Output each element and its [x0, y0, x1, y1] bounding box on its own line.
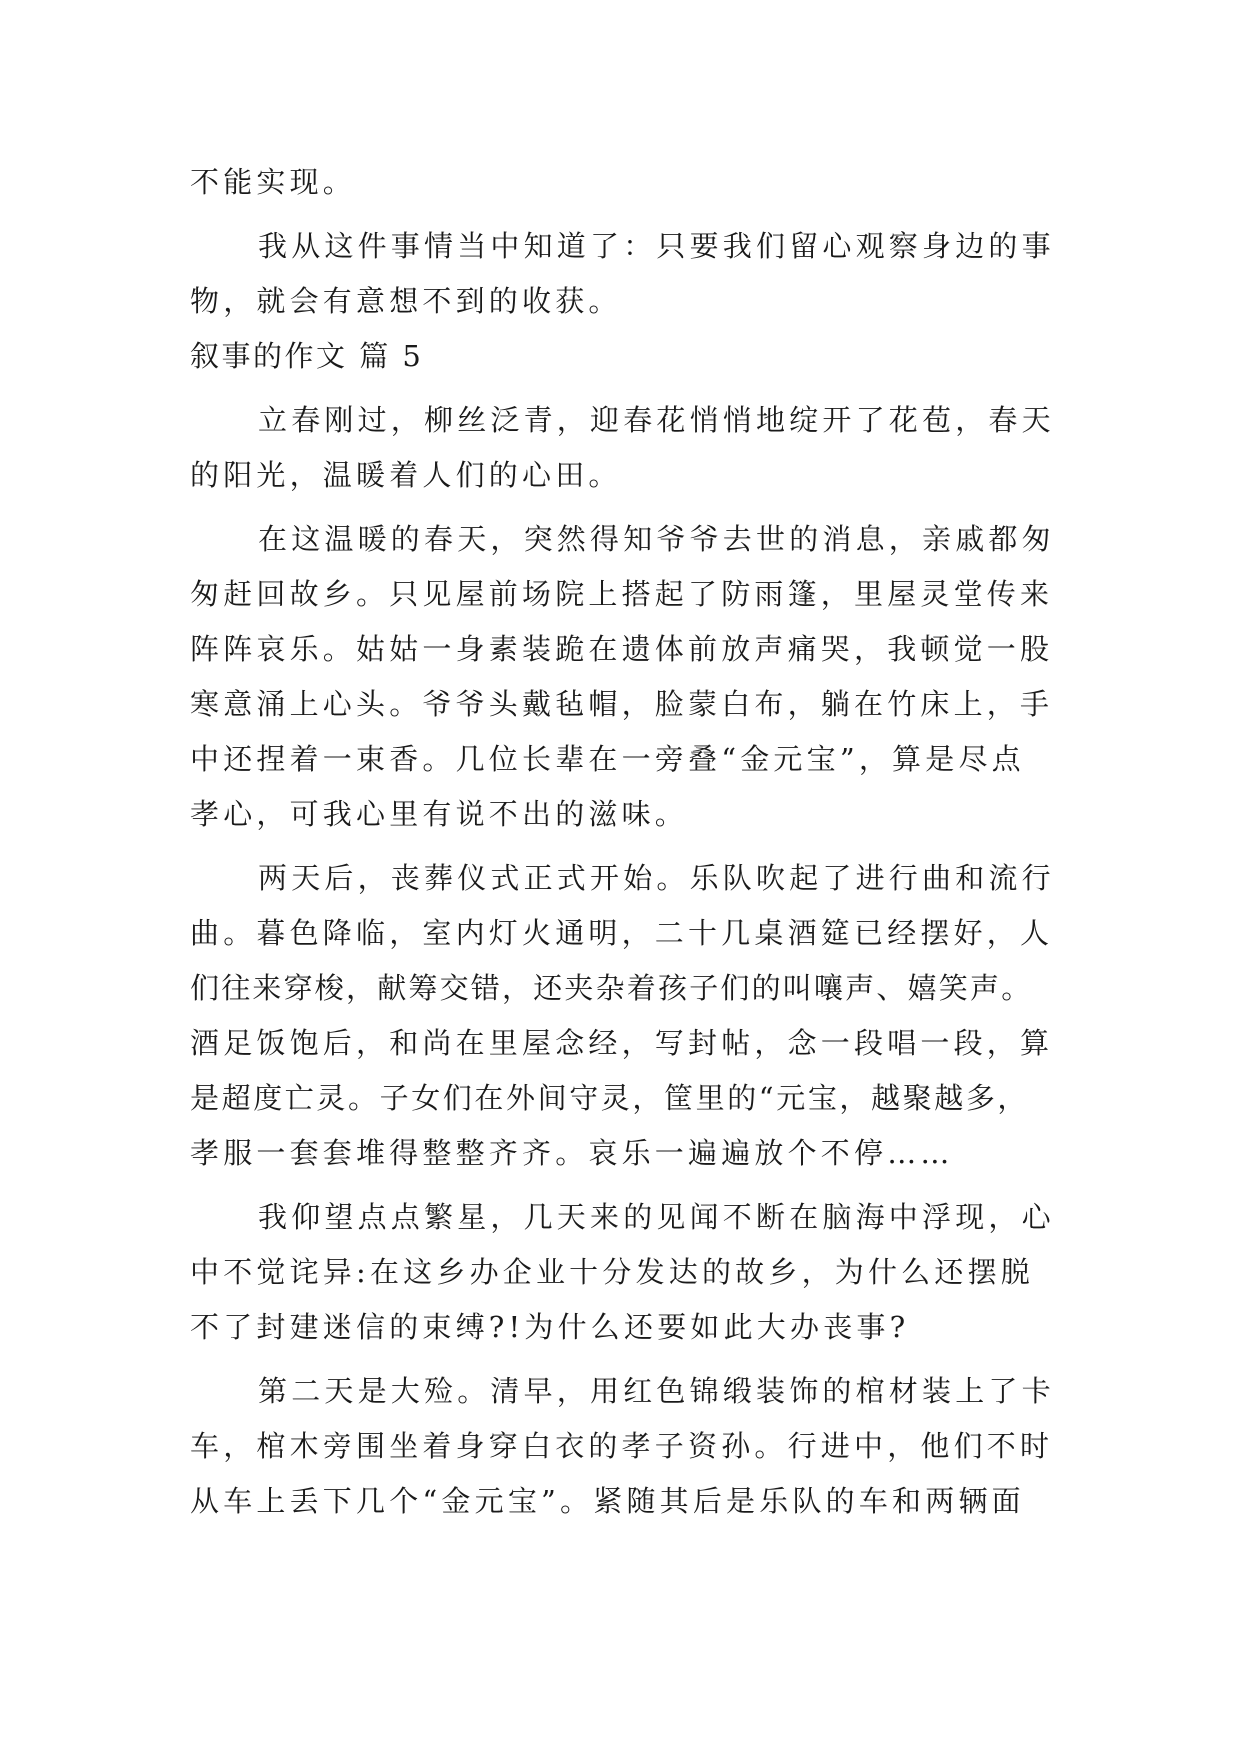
article-body: [190, 155, 1056, 1529]
paragraph-line: 从车上丢下几个“金元宝”。紧随其后是乐队的车和两辆面: [190, 1484, 1025, 1518]
paragraph-line: 我从这件事情当中知道了：只要我们留心观察身边的事: [258, 229, 1055, 263]
paragraph-line: 孝心，可我心里有说不出的滋味。: [190, 797, 689, 831]
paragraph-line: 两天后，丧葬仪式正式开始。乐队吹起了进行曲和流行: [258, 861, 1055, 895]
paragraph-line: 匆赶回故乡。只见屋前场院上搭起了防雨篷，里屋灵堂传来: [190, 577, 1054, 611]
paragraph-line: 孝服一套套堆得整整齐齐。哀乐一遍遍放个不停……: [190, 1136, 954, 1170]
paragraph-line: 在这温暖的春天，突然得知爷爷去世的消息，亲戚都匆: [258, 522, 1055, 556]
paragraph-line: 不了封建迷信的束缚?!为什么还要如此大办丧事?: [190, 1310, 910, 1344]
paragraph-line: 是超度亡灵。子女们在外间守灵，筐里的“元宝，越聚越多，: [190, 1081, 1030, 1115]
paragraph-line: 中不觉诧异:在这乡办企业十分发达的故乡，为什么还摆脱: [190, 1255, 1034, 1289]
paragraph-line: 的阳光，温暖着人们的心田。: [190, 458, 622, 492]
paragraph-line: 我仰望点点繁星，几天来的见闻不断在脑海中浮现，心: [258, 1200, 1055, 1234]
paragraph-line: 不能实现。: [190, 165, 357, 199]
paragraph-line: 曲。暮色降临，室内灯火通明，二十几桌酒筵已经摆好，人: [190, 916, 1054, 950]
paragraph-line: 物，就会有意想不到的收获。: [190, 284, 622, 318]
paragraph-line: 阵阵哀乐。姑姑一身素装跪在遗体前放声痛哭，我顿觉一股: [190, 632, 1054, 666]
paragraph-line: 第二天是大殓。清早，用红色锦缎装饰的棺材装上了卡: [258, 1374, 1055, 1408]
paragraph-line: 们往来穿梭，献筹交错，还夹杂着孩子们的叫嚷声、嬉笑声。: [190, 971, 1033, 1005]
paragraph-line: 寒意涌上心头。爷爷头戴毡帽，脸蒙白布，躺在竹床上，手: [190, 687, 1054, 721]
paragraph-line: 车，棺木旁围坐着身穿白衣的孝子资孙。行进中，他们不时: [190, 1429, 1054, 1463]
section-heading: 叙事的作文 篇 5: [190, 339, 424, 373]
paragraph-line: 中还捏着一束香。几位长辈在一旁叠“金元宝”，算是尽点: [190, 742, 1025, 776]
paragraph-line: 酒足饭饱后，和尚在里屋念经，写封帖，念一段唱一段，算: [190, 1026, 1054, 1060]
paragraph-line: 立春刚过，柳丝泛青，迎春花悄悄地绽开了花苞，春天: [258, 403, 1055, 437]
